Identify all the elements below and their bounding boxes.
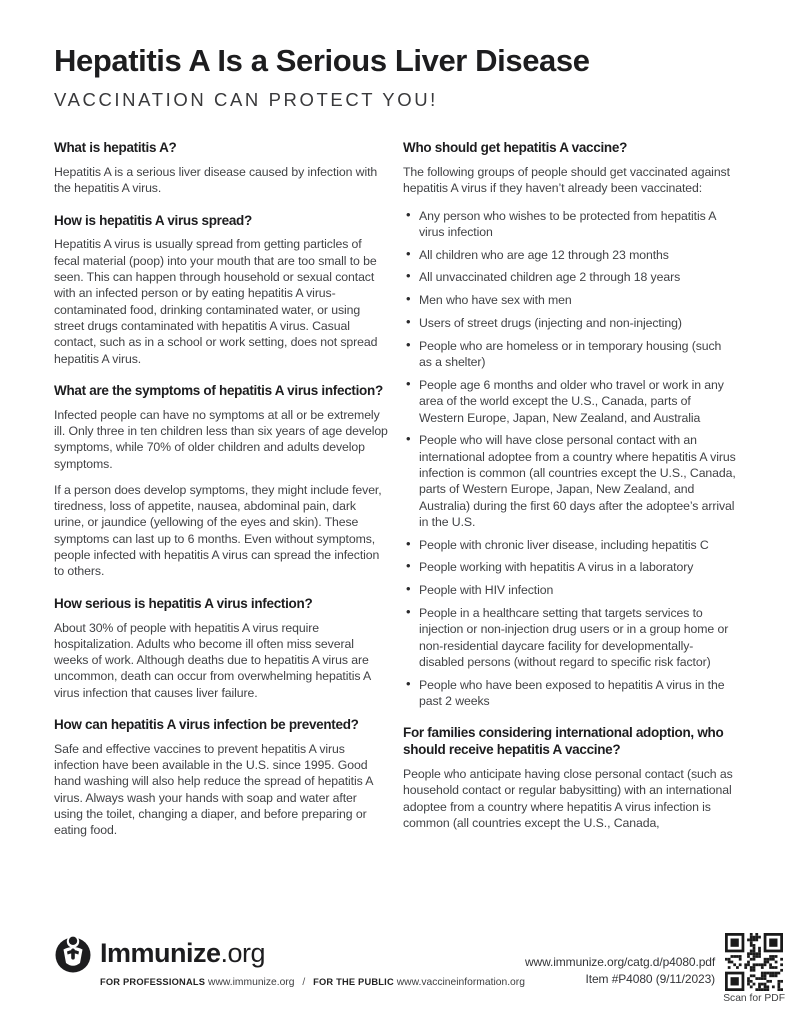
section-what-is-hepatitis-a <box>54 140 388 196</box>
section-international-adoption <box>403 725 737 831</box>
paragraph: Safe and effective vaccines to prevent hepatitis A virus infection have been available in the U.S. since 1995. Good hand washing will also help reduce the spread of hepatitis A virus. Always wash your hands with soap and water after using the toilet, changing a diaper, and before preparing or eating food. <box>54 741 373 838</box>
bullet-item: • People who have been exposed to hepatitis A virus in the past 2 weeks <box>406 677 737 710</box>
brand-name-bold: Immunize <box>100 938 221 968</box>
vaccine-groups-list <box>406 208 737 710</box>
section-how-serious <box>54 596 388 701</box>
paragraph: The following groups of people should get vaccinated against hepatitis A virus if they haven’t already been vaccinated: <box>403 164 730 196</box>
section-how-is-virus-spread <box>54 213 388 367</box>
content-columns <box>54 138 737 849</box>
page-subtitle: VACCINATION CAN PROTECT YOU! <box>54 89 438 111</box>
professionals-url: www.immunize.org <box>208 977 295 988</box>
for-public-label: FOR THE PUBLIC <box>313 977 394 987</box>
brand-block <box>54 933 525 988</box>
bullet-item: • All children who are age 12 through 23 months <box>406 247 737 263</box>
section-heading: What are the symptoms of hepatitis A virus infection? <box>54 382 383 398</box>
for-professionals-label: FOR PROFESSIONALS <box>100 977 206 987</box>
section-how-prevented <box>54 717 388 839</box>
bullet-item: • People with HIV infection <box>406 582 737 598</box>
bullet-item: • People with chronic liver disease, including hepatitis C <box>406 537 737 553</box>
section-heading: How can hepatitis A virus infection be prevented? <box>54 717 359 733</box>
paragraph: Hepatitis A virus is usually spread from getting particles of fecal material (poop) into your mouth that are too small to be seen. This can happen through household or sexual contact with an infected person or by eating hepatitis A virus-contaminated food, drinking contaminated water, or using street drugs contaminated with hepatitis A virus. Casual contact, such as in a school or work setting, does not spread hepatitis A virus. <box>54 237 378 366</box>
public-url: www.vaccineinformation.org <box>396 977 525 988</box>
links-divider: / <box>302 977 306 988</box>
section-heading: Who should get hepatitis A vaccine? <box>403 140 628 156</box>
item-number: Item #P4080 (9/11/2023) <box>585 971 716 986</box>
bullet-item: • People who are homeless or in temporary housing (such as a shelter) <box>406 338 737 371</box>
brand-name-light: .org <box>220 938 266 968</box>
section-heading: What is hepatitis A? <box>54 140 177 156</box>
bullet-item: • Men who have sex with men <box>406 292 737 308</box>
document-header <box>54 44 737 111</box>
page-title: Hepatitis A Is a Serious Liver Disease <box>54 43 590 78</box>
paragraph: Hepatitis A is a serious liver disease caused by infection with the hepatitis A virus. <box>54 164 378 196</box>
section-heading: For families considering international adoption, who should receive hepatitis A vaccine? <box>403 725 724 758</box>
footer-links-line <box>100 977 525 988</box>
bullet-item: • All unvaccinated children age 2 through 18 years <box>406 269 737 285</box>
paragraph: About 30% of people with hepatitis A virus require hospitalization. Adults who become ill often miss several weeks of work. Although deaths due to hepatitis A virus are uncommon, death can occur from overwhelming hepatitis A virus infection that causes liver failure. <box>54 620 371 700</box>
pdf-url: www.immunize.org/catg.d/p4080.pdf <box>524 955 716 969</box>
qr-caption: Scan for PDF <box>723 993 785 1004</box>
bullet-item: • People working with hepatitis A virus in a laboratory <box>406 559 737 575</box>
document-footer <box>54 933 785 1004</box>
immunize-org-logo-icon <box>54 933 92 974</box>
bullet-item: • People in a healthcare setting that targets services to injection or non-injection drug users or in a group home or non-residential daycare facility for developmentally-disabled persons (without regard to specific risk factor) <box>406 605 737 670</box>
paragraph: If a person does develop symptoms, they might include fever, tiredness, loss of appetite, nausea, abdominal pain, dark urine, or jaundice (yellowing of the eyes and skin). These symptoms can last up to 6 months. Even without symptoms, people infected with hepatitis A virus can spread the infection to others. <box>54 482 382 579</box>
section-heading: How serious is hepatitis A virus infection? <box>54 595 313 611</box>
right-column <box>403 138 737 849</box>
qr-block <box>724 933 784 1004</box>
section-heading: How is hepatitis A virus spread? <box>54 212 252 228</box>
bullet-item: • People who will have close personal contact with an international adoptee from a country where hepatitis A virus infection is common (all countries except the U.S., Canada, parts of Western Europe, Japan, New Zealand, and Australia) during the first 60 days after the adoptee’s arrival in the U.S. <box>406 432 737 530</box>
section-symptoms <box>54 383 388 580</box>
brand-name <box>100 938 265 969</box>
footer-right-block <box>525 933 784 1004</box>
paragraph: People who anticipate having close personal contact (such as household contact or regular babysitting) with an international adoptee from a country where hepatitis A virus infection is common (all countries except the U.S., Canada, <box>403 767 733 830</box>
section-who-should-get-vaccine <box>403 140 737 709</box>
bullet-item: • People age 6 months and older who travel or work in any area of the world except the U.S., Canada, parts of Western Europe, Japan, New Zealand, and Australia <box>406 377 737 426</box>
bullet-item: • Users of street drugs (injecting and non-injecting) <box>406 315 737 331</box>
qr-code <box>725 933 783 991</box>
paragraph: Infected people can have no symptoms at all or be extremely ill. Only three in ten children less than six years of age develop symptoms, while 70% of older children and adults develop symptoms. <box>54 407 388 471</box>
footer-urls <box>525 954 715 987</box>
left-column <box>54 138 388 849</box>
bullet-item: • Any person who wishes to be protected from hepatitis A virus infection <box>406 208 737 241</box>
